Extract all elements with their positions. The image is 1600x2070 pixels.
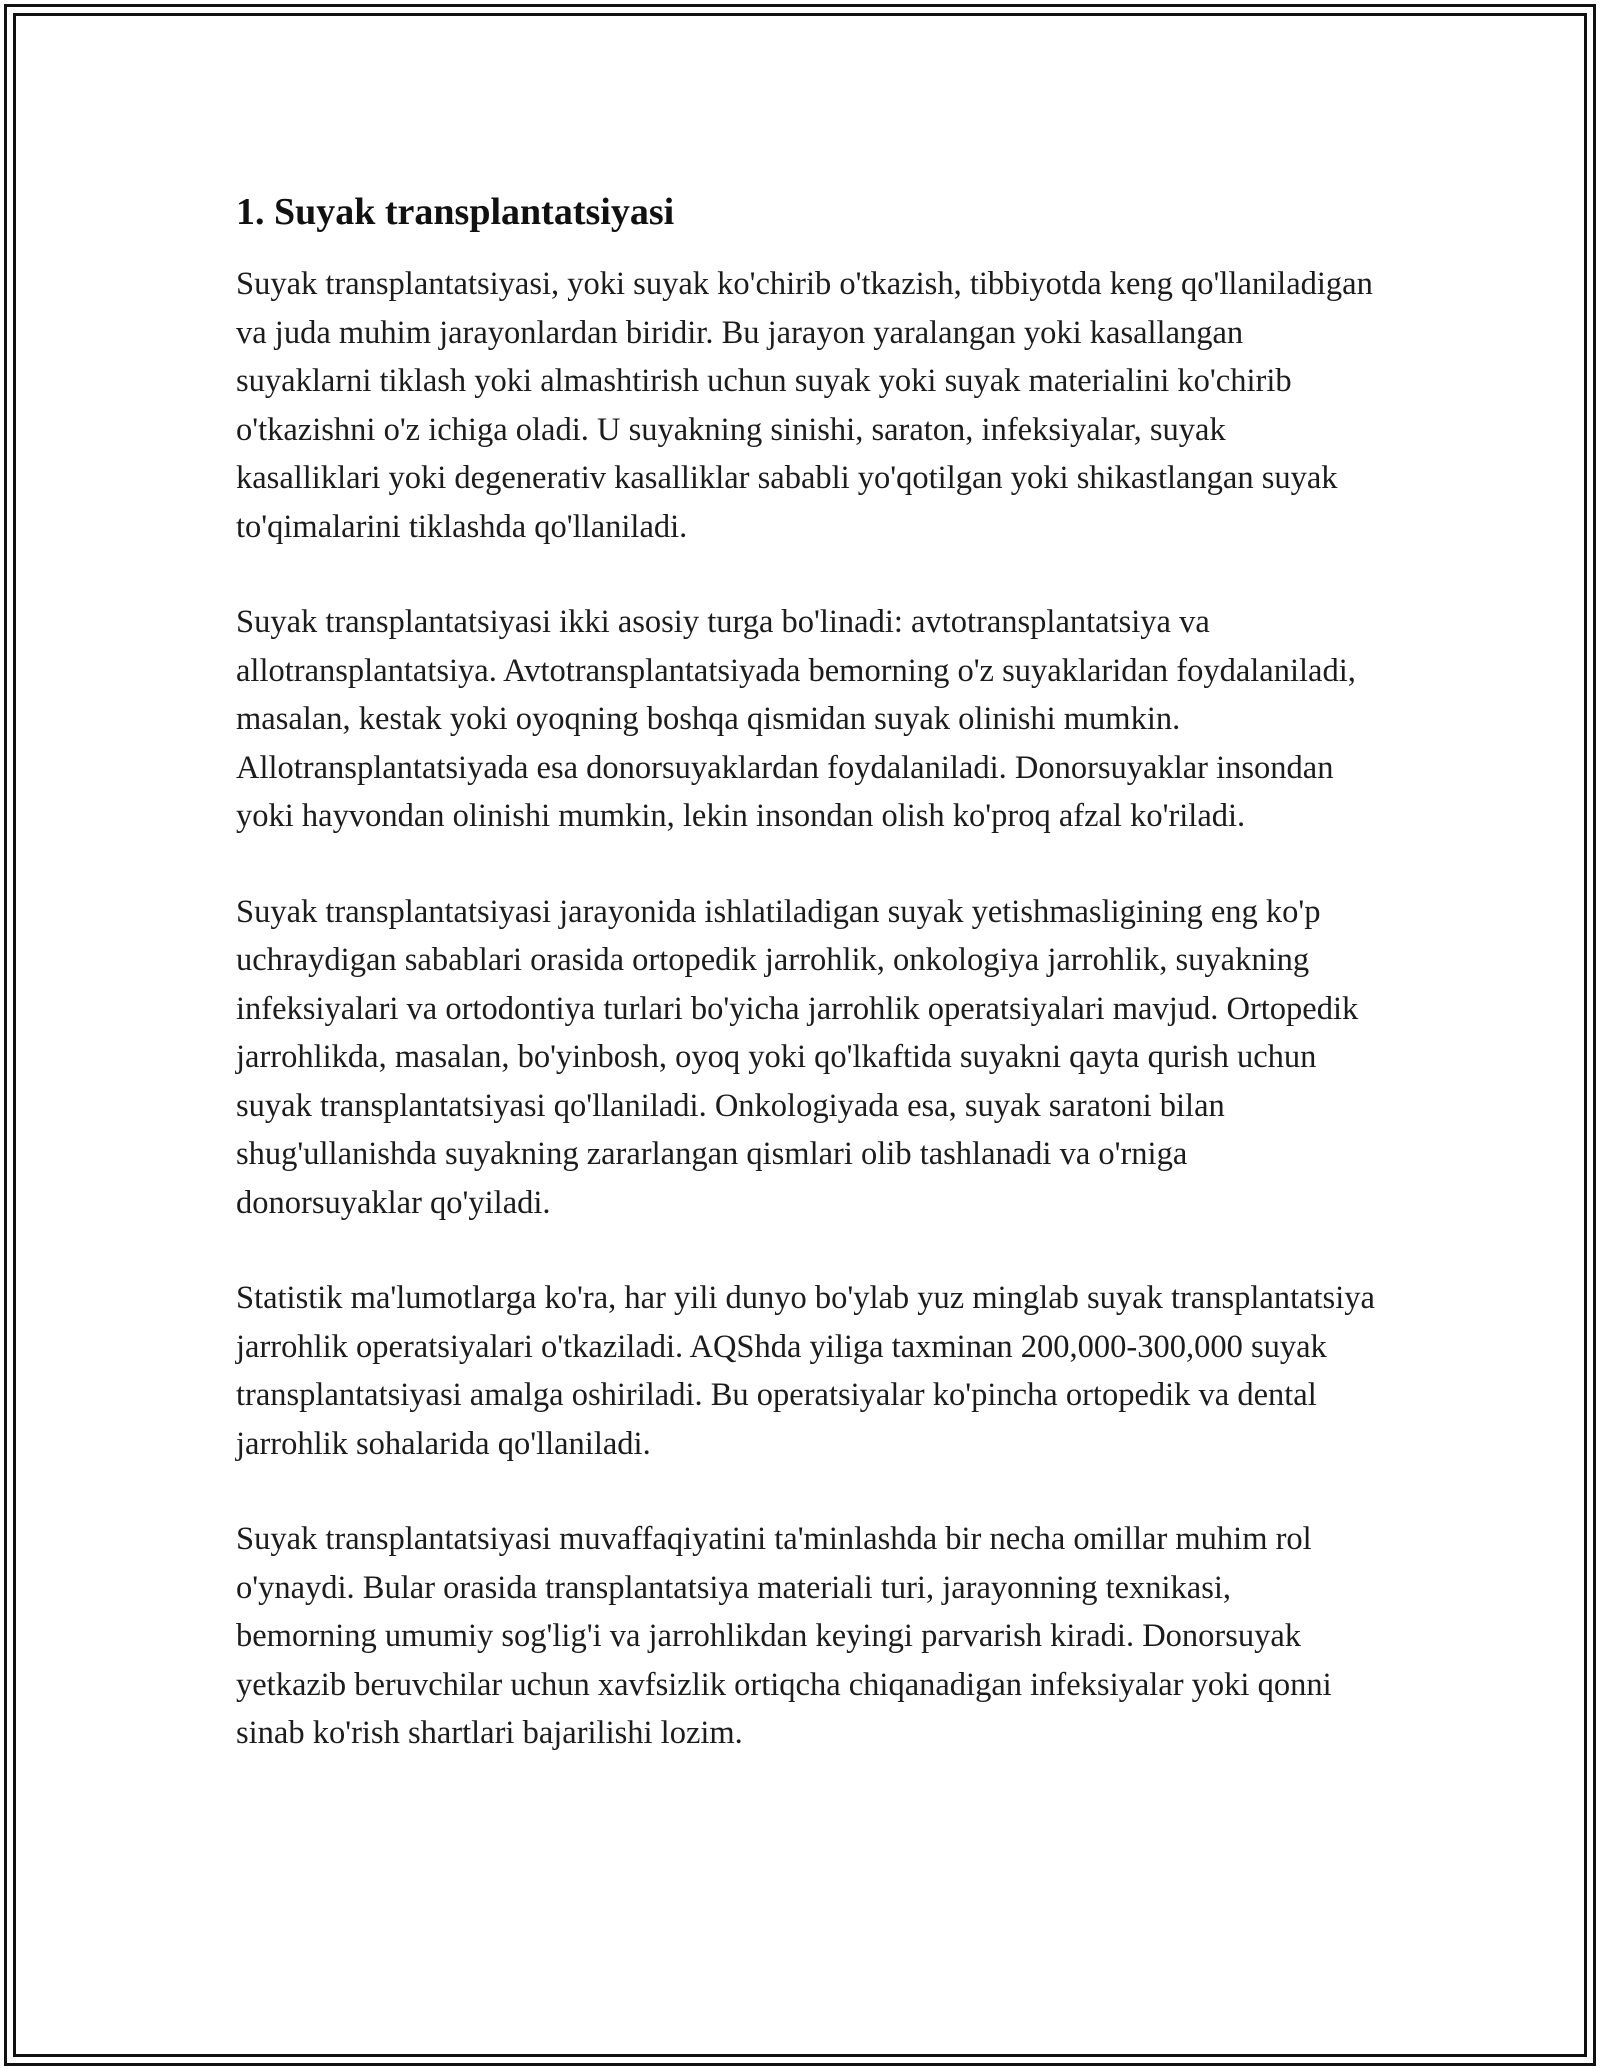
paragraph-4: Statistik ma'lumotlarga ko'ra, har yili dunyo bo'ylab yuz minglab suyak transplantatsiya jarrohlik operatsiyalari o'tkaziladi. AQShda yiliga taxminan 200,000-300,000 suyak transplantatsiyasi amalga oshiriladi. Bu operatsiyalar ko'pincha ortopedik va dental jarrohlik sohalarida qo'llaniladi.: [236, 1280, 1375, 1462]
paragraph-1: Suyak transplantatsiyasi, yoki suyak ko'chirib o'tkazish, tibbiyotda keng qo'llaniladigan va juda muhim jarayonlardan biridir. Bu jarayon yaralangan yoki kasallangan suyaklarni tiklash yoki almashtirish uchun suyak yoki suyak materialini ko'chirib o'tkazishni o'z ichiga oladi. U suyakning sinishi, saraton, infeksiyalar, suyak kasalliklari yoki degenerativ kasalliklar sababli yo'qotilgan yoki shikastlangan suyak to'qimalarini tiklashda qo'llaniladi.: [236, 266, 1373, 545]
paragraph-3: Suyak transplantatsiyasi jarayonida ishlatiladigan suyak yetishmasligining eng ko'p uchraydigan sabablari orasida ortopedik jarrohlik, onkologiya jarrohlik, suyakning infeksiyalari va ortodontiya turlari bo'yicha jarrohlik operatsiyalari mavjud. Ortopedik jarrohlikda, masalan, bo'yinbosh, oyoq yoki qo'lkaftida suyakni qayta qurish uchun suyak transplantatsiyasi qo'llaniladi. Onkologiyada esa, suyak saratoni bilan shug'ullanishda suyakning zararlangan qismlari olib tashlanadi va o'rniga donorsuyaklar qo'yiladi.: [236, 893, 1359, 1221]
section-heading: 1. Suyak transplantatsiyasi: [236, 191, 675, 233]
paragraph-5: Suyak transplantatsiyasi muvaffaqiyatini ta'minlashda bir necha omillar muhim rol o'ynaydi. Bular orasida transplantatsiya materiali turi, jarayonning texnikasi, bemorning umumiy sog'lig'i va jarrohlikdan keyingi parvarish kiradi. Donorsuyak yetkazib beruvchilar uchun xavfsizlik ortiqcha chiqanadigan infeksiyalar yoki qonni sinab ko'rish shartlari bajarilishi lozim.: [236, 1521, 1332, 1751]
document-body: [236, 186, 1376, 1805]
paragraph-2: Suyak transplantatsiyasi ikki asosiy turga bo'linadi: avtotransplantatsiya va allotransplantatsiya. Avtotransplantatsiyada bemorning o'z suyaklaridan foydalaniladi, masalan, kestak yoki oyoqning boshqa qismidan suyak olinishi mumkin. Allotransplantatsiyada esa donorsuyaklardan foydalaniladi. Donorsuyaklar insondan yoki hayvondan olinishi mumkin, lekin insondan olish ko'proq afzal ko'riladi.: [236, 604, 1356, 834]
